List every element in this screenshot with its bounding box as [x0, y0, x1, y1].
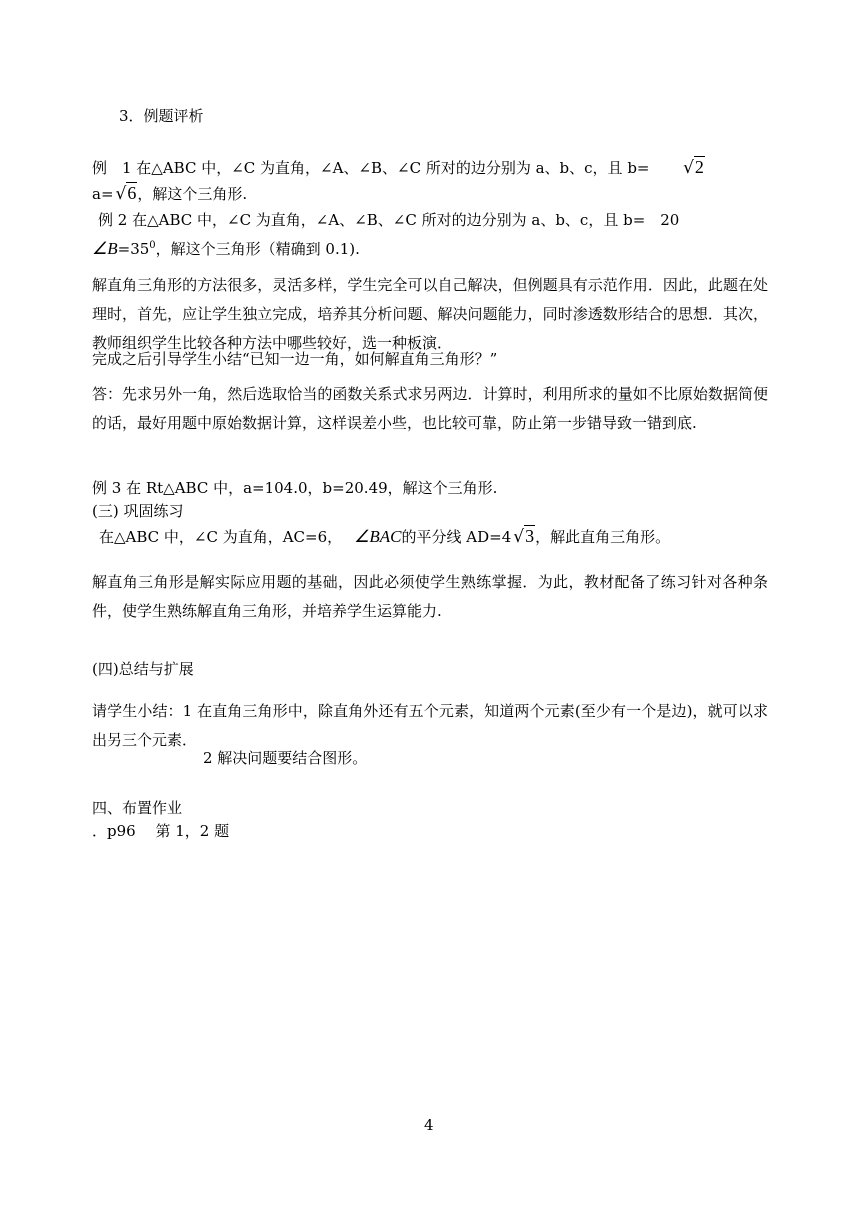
- summary-point-1: 请学生小结：1 在直角三角形中，除直角外还有五个元素，知道两个元素(至少有一个是边)，就可以求出另三个元素．: [92, 702, 768, 749]
- sqrt-b: √2: [683, 157, 704, 178]
- section-heading-summary: (四)总结与扩展: [92, 660, 194, 678]
- example-1-line-2: [92, 183, 247, 204]
- sqrt-3-value: 3: [525, 526, 535, 546]
- summary-point-2: 2 解决问题要结合图形。: [203, 749, 368, 767]
- example-2-line-1: 例 2 在△ABC 中，∠C 为直角，∠A、∠B、∠C 所对的边分别为 a、b、c，且 b= 20: [98, 211, 680, 229]
- example-2-line-2: [92, 236, 360, 259]
- sqrt-b-value: 2: [694, 157, 704, 177]
- section-heading-homework: 四、布置作业: [92, 799, 183, 817]
- practice-text: 在△ABC 中，∠C 为直角，AC=6，: [99, 528, 343, 546]
- example-3: 例 3 在 Rt△ABC 中，a=104.0，b=20.49，解这个三角形.: [92, 479, 498, 497]
- method-summary-line: 完成之后引导学生小结“已知一边一角，如何解直角三角形？”: [92, 350, 498, 368]
- example-1-tail: ，解这个三角形.: [137, 185, 248, 203]
- practice-angle: ∠BAC: [354, 527, 402, 546]
- sqrt-a-value: 6: [127, 183, 137, 203]
- practice-mid: 的平分线 AD=4: [401, 528, 512, 546]
- section-heading-practice: (三) 巩固练习: [92, 502, 184, 520]
- answer-paragraph: 答：先求另外一角，然后选取恰当的函数关系式求另两边．计算时，利用所求的量如不比原始数据简便的话，最好用题中原始数据计算，这样误差小些，也比较可靠，防止第一步错导致一错到底.: [92, 385, 768, 432]
- example-2-angle: ∠B: [92, 239, 118, 258]
- example-1-line-1: [92, 157, 705, 178]
- example-1-a-label: a=: [92, 185, 114, 203]
- sqrt-3: √3: [513, 526, 535, 547]
- example-2-value: =35: [117, 240, 150, 258]
- page-number: 4: [424, 1116, 434, 1134]
- degree-mark: 0: [149, 240, 156, 251]
- homework-assignment: ．p96 第 1，2 题: [92, 822, 230, 840]
- example-2-tail: ，解这个三角形（精确到 0.1).: [155, 240, 360, 258]
- section-heading-examples: 3．例题评析: [119, 107, 204, 125]
- practice-problem: [99, 526, 670, 547]
- practice-paragraph: 解直角三角形是解实际应用题的基础，因此必须使学生熟练掌握．为此，教材配备了练习针对各种条件，使学生熟练解直角三角形，并培养学生运算能力.: [92, 573, 768, 620]
- practice-tail: ，解此直角三角形。: [535, 528, 671, 546]
- method-paragraph: 解直角三角形的方法很多，灵活多样，学生完全可以自己解决，但例题具有示范作用．因此，此题在处理时，首先，应让学生独立完成，培养其分析问题、解决问题能力，同时渗透数形结合的思想．其次，教师组织学生比较各种方法中哪些较好，选一种板演．: [92, 276, 768, 352]
- sqrt-a: √6: [115, 183, 137, 204]
- example-1-text: 例 1 在△ABC 中，∠C 为直角，∠A、∠B、∠C 所对的边分别为 a、b、c，且 b=: [92, 159, 650, 177]
